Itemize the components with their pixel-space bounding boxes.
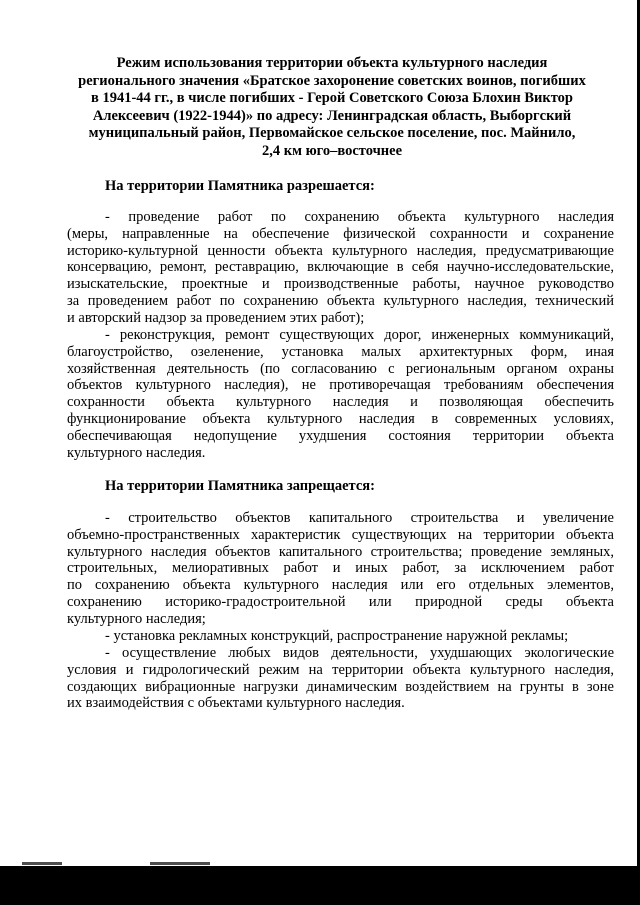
prohibited-item xyxy=(67,645,614,712)
paragraph-line: хозяйственная деятельность (по согласованию с региональным органом охраны xyxy=(67,360,614,377)
paragraph-line: условия и гидрологический режим на территории объекта культурного наследия, xyxy=(67,661,614,678)
paragraph-line: сохранению историко-градостроительной или природной среды объекта xyxy=(67,593,614,610)
paragraph-line: создающих вибрационные нагрузки динамическим воздействием на грунты в зоне xyxy=(67,678,614,695)
paragraph-line: сохранности объекта культурного наследия и позволяющая обеспечить xyxy=(67,394,614,411)
prohibited-item xyxy=(67,510,614,628)
prohibited-item xyxy=(67,628,614,645)
paragraph-line: функционирование объекта культурного наследия в современных условиях, xyxy=(67,410,614,427)
allowed-heading: На территории Памятника разрешается: xyxy=(105,178,375,194)
title-line: регионального значения «Братское захоронение советских воинов, погибших xyxy=(78,72,586,89)
title-line: муниципальный район, Первомайское сельское поселение, пос. Майнило, xyxy=(88,125,576,141)
paragraph-line: строительных, мелиоративных работ и иных работ, за исключением работ xyxy=(67,560,614,577)
paragraph-line: культурного наследия объектов капитального строительства; проведение земляных, xyxy=(67,543,614,560)
prohibited-heading: На территории Памятника запрещается: xyxy=(105,478,375,494)
paragraph-line: по сохранению объекта культурного наследия или его отдельных элементов, xyxy=(67,577,614,594)
document-title xyxy=(72,55,592,160)
paragraph-line: - проведение работ по сохранению объекта культурного наследия xyxy=(105,209,614,225)
paragraph-line: их взаимодействия с объектами культурного наследия. xyxy=(67,695,405,712)
scan-artifact xyxy=(22,862,62,865)
title-line: Алексеевич (1922-1944)» по адресу: Ленинградская область, Выборгский xyxy=(92,107,572,124)
paragraph-line: и авторский надзор за проведением этих работ); xyxy=(67,309,365,326)
paragraph-line: консервацию, ремонт, реставрацию, включающие в себя научно-исследовательские, xyxy=(67,259,614,276)
paragraph-line: (меры, направленные на обеспечение физической сохранности и сохранение xyxy=(67,225,614,242)
paragraph-line: - установка рекламных конструкций, распространение наружной рекламы; xyxy=(105,628,569,644)
allowed-item xyxy=(67,327,614,461)
paragraph-line: - осуществление любых видов деятельности, ухудшающих экологические xyxy=(105,645,614,661)
paragraph-line: за проведением работ по сохранению объекта культурного наследия, технический xyxy=(67,292,614,309)
paragraph-line: объемно-пространственных характеристик существующих на территории объекта xyxy=(67,526,614,543)
paragraph-line: историко-культурной ценности объекта культурного наследия, предусматривающие xyxy=(67,242,614,259)
title-line: 2,4 км юго–восточнее xyxy=(261,142,403,159)
paragraph-line: - реконструкция, ремонт существующих дорог, инженерных коммуникаций, xyxy=(105,327,614,343)
paragraph-line: изыскательские, проектные и производственные работы, научное руководство xyxy=(67,276,614,293)
title-line: Режим использования территории объекта культурного наследия xyxy=(116,55,548,71)
paragraph-line: - строительство объектов капитального строительства и увеличение xyxy=(105,510,614,526)
scan-artifact xyxy=(150,862,210,865)
scan-border-bottom xyxy=(0,866,640,905)
paragraph-line: благоустройство, озеленение, установка малых архитектурных форм, иная xyxy=(67,343,614,360)
allowed-item xyxy=(67,209,614,327)
paragraph-line: культурного наследия; xyxy=(67,610,206,627)
paragraph-line: объектов культурного наследия), не противоречащая требованиям обеспечения xyxy=(67,377,614,394)
paragraph-line: обеспечивающая недопущение ухудшения состояния территории объекта xyxy=(67,427,614,444)
paragraph-line: культурного наследия. xyxy=(67,444,206,461)
title-line: в 1941-44 гг., в числе погибших - Герой Советского Союза Блохин Виктор xyxy=(90,90,573,106)
